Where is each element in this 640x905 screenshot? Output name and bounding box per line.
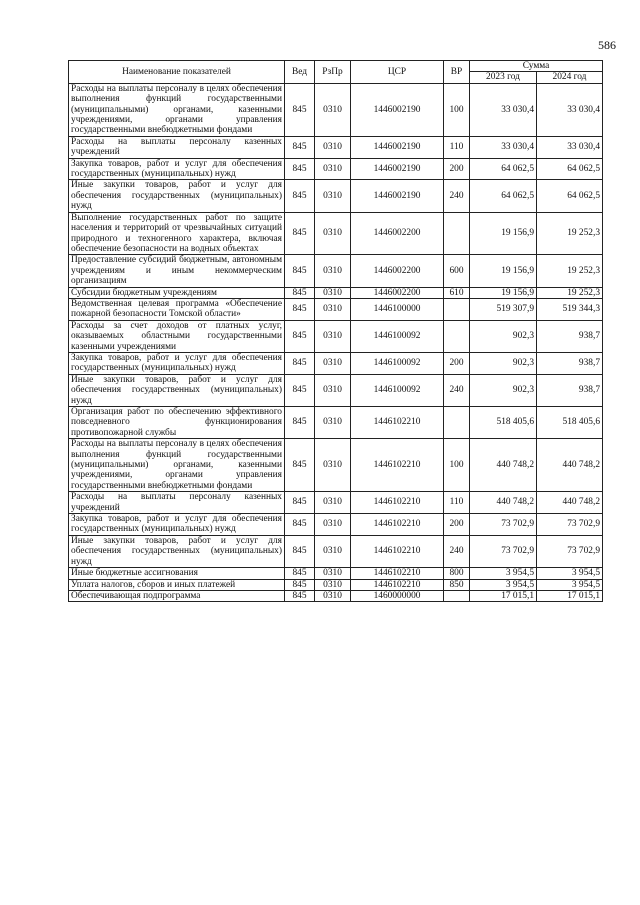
- row-sum-2023: 518 405,6: [470, 407, 537, 439]
- row-ved: 845: [285, 374, 315, 406]
- table-row: [69, 568, 603, 579]
- row-ved: 845: [285, 568, 315, 579]
- row-sum-2024: 73 702,9: [537, 514, 603, 536]
- row-rzpr: 0310: [315, 255, 351, 287]
- row-sum-2023: 73 702,9: [470, 535, 537, 567]
- row-name: Расходы на выплаты персоналу в целях обеспечения выполнения функций государственными (муниципальными) органами, казенными учреждениями, органами управления государственными внебюджетными фондами: [69, 83, 285, 136]
- row-name: Предоставление субсидий бюджетным, автономным учреждениям и иным некоммерческим организациям: [69, 255, 285, 287]
- header-year-2024: 2024 год: [537, 72, 603, 83]
- row-sum-2023: 440 748,2: [470, 439, 537, 492]
- header-ved: Вед: [285, 61, 315, 84]
- row-csr: 1446002200: [351, 255, 444, 287]
- row-csr: 1446002190: [351, 180, 444, 212]
- header-name: Наименование показателей: [69, 61, 285, 84]
- row-sum-2024: 440 748,2: [537, 439, 603, 492]
- row-name: Организация работ по обеспечению эффективного повседневного функционирования противопожарной службы: [69, 407, 285, 439]
- row-ved: 845: [285, 439, 315, 492]
- row-rzpr: 0310: [315, 514, 351, 536]
- row-name: Закупка товаров, работ и услуг для обеспечения государственных (муниципальных) нужд: [69, 158, 285, 180]
- row-vr: 240: [444, 535, 470, 567]
- row-name: Расходы на выплаты персоналу казенных учреждений: [69, 492, 285, 514]
- table-row: [69, 352, 603, 374]
- row-name: Обеспечивающая подпрограмма: [69, 590, 285, 601]
- row-csr: 1446002200: [351, 212, 444, 255]
- row-name: Расходы на выплаты персоналу казенных учреждений: [69, 136, 285, 158]
- table-row: [69, 374, 603, 406]
- row-sum-2024: 938,7: [537, 374, 603, 406]
- row-vr: 200: [444, 514, 470, 536]
- table-row: [69, 492, 603, 514]
- page-number: 586: [598, 38, 616, 52]
- row-sum-2023: 17 015,1: [470, 590, 537, 601]
- row-rzpr: 0310: [315, 590, 351, 601]
- row-sum-2024: 33 030,4: [537, 136, 603, 158]
- row-sum-2023: 19 156,9: [470, 255, 537, 287]
- row-csr: 1446002190: [351, 158, 444, 180]
- row-rzpr: 0310: [315, 568, 351, 579]
- row-rzpr: 0310: [315, 535, 351, 567]
- row-ved: 845: [285, 255, 315, 287]
- row-vr: [444, 590, 470, 601]
- row-sum-2023: 19 156,9: [470, 287, 537, 298]
- row-vr: 200: [444, 158, 470, 180]
- row-csr: 1446102210: [351, 514, 444, 536]
- row-rzpr: 0310: [315, 298, 351, 320]
- row-csr: 1446102210: [351, 492, 444, 514]
- header-sum: Сумма: [470, 61, 603, 72]
- row-name: Ведомственная целевая программа «Обеспечение пожарной безопасности Томской области»: [69, 298, 285, 320]
- row-vr: 100: [444, 83, 470, 136]
- table-row: [69, 83, 603, 136]
- row-sum-2023: 519 307,9: [470, 298, 537, 320]
- row-name: Закупка товаров, работ и услуг для обеспечения государственных (муниципальных) нужд: [69, 514, 285, 536]
- row-name: Закупка товаров, работ и услуг для обеспечения государственных (муниципальных) нужд: [69, 352, 285, 374]
- row-sum-2023: 33 030,4: [470, 83, 537, 136]
- row-rzpr: 0310: [315, 352, 351, 374]
- row-sum-2023: 902,3: [470, 320, 537, 352]
- row-vr: 600: [444, 255, 470, 287]
- table-row: [69, 439, 603, 492]
- row-vr: 110: [444, 492, 470, 514]
- row-vr: 100: [444, 439, 470, 492]
- table-row: [69, 590, 603, 601]
- row-ved: 845: [285, 287, 315, 298]
- row-ved: 845: [285, 212, 315, 255]
- row-ved: 845: [285, 352, 315, 374]
- row-vr: 240: [444, 180, 470, 212]
- row-ved: 845: [285, 83, 315, 136]
- row-csr: 1446100092: [351, 374, 444, 406]
- row-csr: 1446102210: [351, 535, 444, 567]
- row-ved: 845: [285, 180, 315, 212]
- row-sum-2023: 73 702,9: [470, 514, 537, 536]
- header-vr: ВР: [444, 61, 470, 84]
- row-name: Выполнение государственных работ по защите населения и территорий от чрезвычайных ситуаций природного и техногенного характера, включая обеспечение безопасности на водных объектах: [69, 212, 285, 255]
- row-sum-2024: 518 405,6: [537, 407, 603, 439]
- table-body: [69, 83, 603, 602]
- row-rzpr: 0310: [315, 180, 351, 212]
- row-sum-2024: 3 954,5: [537, 579, 603, 590]
- row-sum-2023: 19 156,9: [470, 212, 537, 255]
- row-sum-2023: 902,3: [470, 352, 537, 374]
- row-csr: 1446002200: [351, 287, 444, 298]
- row-ved: 845: [285, 298, 315, 320]
- table-row: [69, 255, 603, 287]
- row-ved: 845: [285, 492, 315, 514]
- row-ved: 845: [285, 136, 315, 158]
- row-vr: 240: [444, 374, 470, 406]
- row-vr: 610: [444, 287, 470, 298]
- row-sum-2024: 19 252,3: [537, 255, 603, 287]
- row-sum-2024: 33 030,4: [537, 83, 603, 136]
- row-sum-2024: 19 252,3: [537, 212, 603, 255]
- row-ved: 845: [285, 514, 315, 536]
- row-sum-2023: 64 062,5: [470, 180, 537, 212]
- budget-table: [68, 60, 603, 602]
- row-name: Расходы за счет доходов от платных услуг, оказываемых областными государственными казенными учреждениями: [69, 320, 285, 352]
- table-row: [69, 320, 603, 352]
- table-row: [69, 407, 603, 439]
- row-vr: 850: [444, 579, 470, 590]
- table-row: [69, 180, 603, 212]
- row-sum-2023: 902,3: [470, 374, 537, 406]
- row-csr: 1446100000: [351, 298, 444, 320]
- row-name: Иные закупки товаров, работ и услуг для обеспечения государственных (муниципальных) нужд: [69, 535, 285, 567]
- row-sum-2024: 440 748,2: [537, 492, 603, 514]
- row-ved: 845: [285, 320, 315, 352]
- row-csr: 1446100092: [351, 352, 444, 374]
- row-sum-2023: 33 030,4: [470, 136, 537, 158]
- row-csr: 1446102210: [351, 579, 444, 590]
- row-sum-2024: 17 015,1: [537, 590, 603, 601]
- row-sum-2024: 519 344,3: [537, 298, 603, 320]
- row-vr: [444, 320, 470, 352]
- row-name: Иные закупки товаров, работ и услуг для обеспечения государственных (муниципальных) нужд: [69, 180, 285, 212]
- row-rzpr: 0310: [315, 407, 351, 439]
- row-vr: [444, 298, 470, 320]
- row-name: Субсидии бюджетным учреждениям: [69, 287, 285, 298]
- row-ved: 845: [285, 590, 315, 601]
- row-vr: [444, 212, 470, 255]
- row-sum-2023: 3 954,5: [470, 568, 537, 579]
- row-sum-2024: 3 954,5: [537, 568, 603, 579]
- table-row: [69, 579, 603, 590]
- row-ved: 845: [285, 535, 315, 567]
- header-year-2023: 2023 год: [470, 72, 537, 83]
- row-rzpr: 0310: [315, 374, 351, 406]
- row-name: Расходы на выплаты персоналу в целях обеспечения выполнения функций государственными (муниципальными) органами, казенными учреждениями, органами управления государственными внебюджетными фондами: [69, 439, 285, 492]
- row-rzpr: 0310: [315, 579, 351, 590]
- row-rzpr: 0310: [315, 320, 351, 352]
- row-vr: 200: [444, 352, 470, 374]
- table-row: [69, 158, 603, 180]
- row-sum-2024: 64 062,5: [537, 158, 603, 180]
- row-rzpr: 0310: [315, 212, 351, 255]
- row-ved: 845: [285, 158, 315, 180]
- row-csr: 1446100092: [351, 320, 444, 352]
- header-csr: ЦСР: [351, 61, 444, 84]
- table-row: [69, 535, 603, 567]
- table-row: [69, 287, 603, 298]
- row-rzpr: 0310: [315, 83, 351, 136]
- row-sum-2023: 64 062,5: [470, 158, 537, 180]
- row-name: Иные бюджетные ассигнования: [69, 568, 285, 579]
- row-sum-2024: 73 702,9: [537, 535, 603, 567]
- row-name: Уплата налогов, сборов и иных платежей: [69, 579, 285, 590]
- row-rzpr: 0310: [315, 136, 351, 158]
- row-sum-2024: 938,7: [537, 352, 603, 374]
- header-rzpr: РзПр: [315, 61, 351, 84]
- row-ved: 845: [285, 579, 315, 590]
- row-csr: 1446002190: [351, 83, 444, 136]
- row-csr: 1446002190: [351, 136, 444, 158]
- row-name: Иные закупки товаров, работ и услуг для обеспечения государственных (муниципальных) нужд: [69, 374, 285, 406]
- row-sum-2023: 3 954,5: [470, 579, 537, 590]
- row-vr: 110: [444, 136, 470, 158]
- table-row: [69, 514, 603, 536]
- row-sum-2024: 19 252,3: [537, 287, 603, 298]
- row-csr: 1446102210: [351, 568, 444, 579]
- row-vr: 800: [444, 568, 470, 579]
- row-csr: 1446102210: [351, 439, 444, 492]
- row-rzpr: 0310: [315, 492, 351, 514]
- row-sum-2023: 440 748,2: [470, 492, 537, 514]
- row-csr: 1460000000: [351, 590, 444, 601]
- table-row: [69, 212, 603, 255]
- row-csr: 1446102210: [351, 407, 444, 439]
- row-rzpr: 0310: [315, 439, 351, 492]
- row-rzpr: 0310: [315, 158, 351, 180]
- table-row: [69, 298, 603, 320]
- row-vr: [444, 407, 470, 439]
- table-header: [69, 61, 603, 84]
- row-rzpr: 0310: [315, 287, 351, 298]
- row-sum-2024: 64 062,5: [537, 180, 603, 212]
- table-row: [69, 136, 603, 158]
- row-sum-2024: 938,7: [537, 320, 603, 352]
- row-ved: 845: [285, 407, 315, 439]
